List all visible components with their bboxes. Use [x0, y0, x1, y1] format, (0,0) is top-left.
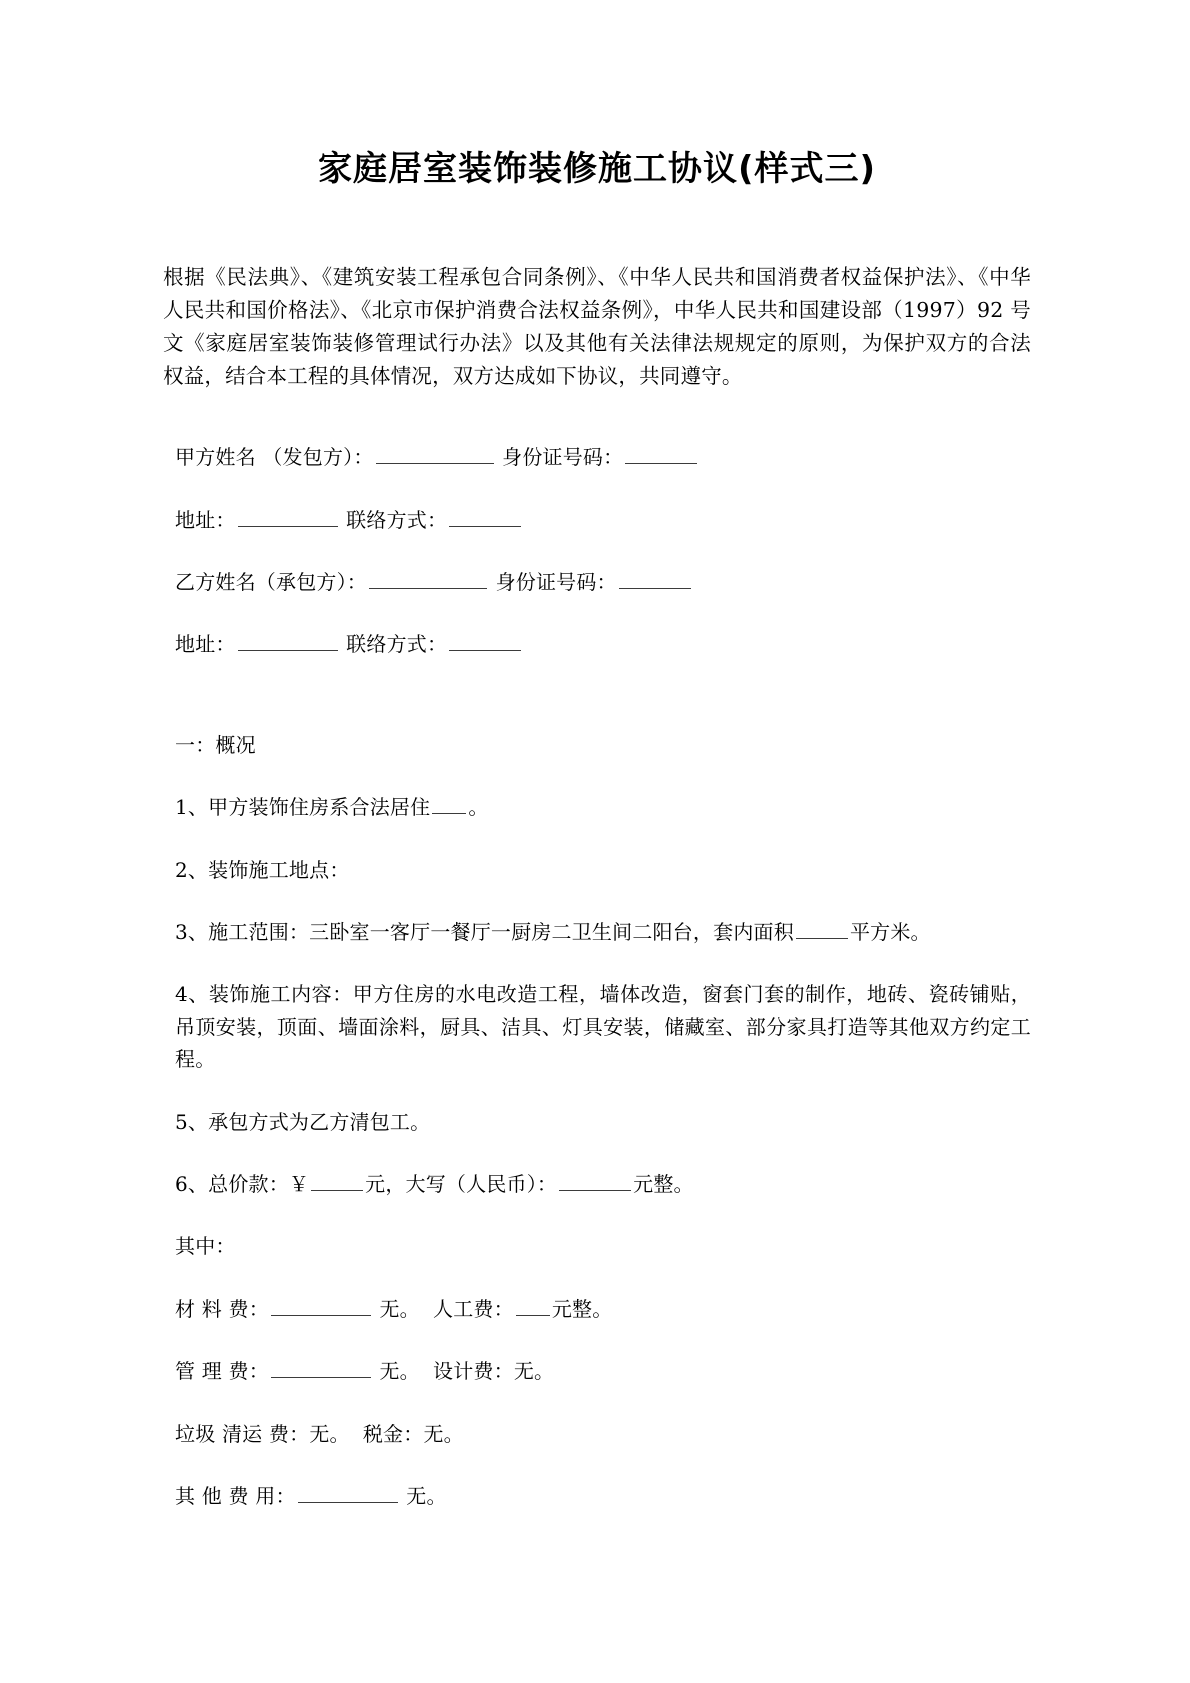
preamble-paragraph: 根据《民法典》、《建筑安装工程承包合同条例》、《中华人民共和国消费者权益保护法》、《中华人民共和国价格法》、《北京市保护消费合法权益条例》，中华人民共和国建设部（1997）92 号文《家庭居室装饰装修管理试行办法》以及其他有关法律法规规定的原则，为保护双方的合法权益，结合本工程的具体情况，双方达成如下协议，共同遵守。	[163, 264, 1031, 389]
cost-material-line	[163, 1293, 1031, 1355]
cost-tax-label: 税金：无。	[362, 1421, 464, 1446]
overview-item-1	[163, 791, 1031, 853]
cost-garbage-label: 垃圾 清运 费：无。	[175, 1421, 350, 1446]
page-title: 家庭居室装饰装修施工协议(样式三)	[317, 149, 877, 189]
party-a-name-label: 甲方姓名 （发包方）：	[175, 445, 374, 470]
cost-management-blank[interactable]	[271, 1357, 371, 1378]
total-price-label: 6、总价款：￥	[175, 1172, 310, 1196]
cost-garbage-tax-line	[163, 1418, 1031, 1480]
overview-item-3-text: 3、施工范围：三卧室一客厅一餐厅一厨房二卫生间二阳台，套内面积	[175, 920, 794, 945]
overview-item-3-suffix: 平方米。	[849, 920, 931, 945]
section-one-overview	[163, 729, 1031, 1542]
party-b-address-label: 地址：	[175, 632, 236, 657]
party-information-block	[163, 393, 1031, 691]
party-a-contact-label: 联络方式：	[346, 507, 448, 532]
party-a-name-line	[163, 441, 1031, 503]
cost-management-value: 无。	[379, 1359, 420, 1384]
party-b-id-blank[interactable]	[619, 568, 691, 589]
party-a-id-blank[interactable]	[625, 443, 697, 464]
cost-material-value: 无。	[379, 1296, 420, 1321]
party-b-name-line	[163, 566, 1031, 628]
cost-labor-unit: 元整。	[551, 1296, 613, 1321]
party-a-address-blank[interactable]	[238, 506, 338, 527]
party-a-id-label: 身份证号码：	[502, 445, 624, 470]
document-content	[163, 0, 1031, 1542]
party-b-name-label: 乙方姓名（承包方）：	[175, 570, 367, 595]
party-b-id-label: 身份证号码：	[495, 570, 617, 595]
cost-labor-label: 人工费：	[433, 1296, 514, 1321]
cost-other-line	[163, 1480, 1031, 1542]
cost-management-line	[163, 1355, 1031, 1417]
cost-other-value: 无。	[406, 1483, 447, 1508]
total-price-middle-label: 元，大写（人民币）：	[365, 1172, 558, 1196]
overview-item-2: 2、装饰施工地点：	[175, 857, 350, 882]
party-a-address-line	[163, 504, 1031, 566]
cost-management-label: 管 理 费：	[175, 1359, 269, 1384]
total-price-numeric-blank[interactable]	[311, 1170, 363, 1191]
party-a-contact-blank[interactable]	[449, 506, 521, 527]
total-price-suffix: 元整。	[633, 1172, 694, 1196]
cost-material-blank[interactable]	[271, 1295, 371, 1316]
overview-item-6	[163, 1168, 1031, 1230]
overview-item-1-suffix: 。	[468, 795, 489, 820]
party-b-address-blank[interactable]	[238, 630, 338, 651]
party-a-name-blank[interactable]	[376, 443, 494, 464]
overview-item-3-blank[interactable]	[796, 918, 848, 939]
party-b-contact-label: 联络方式：	[346, 632, 448, 657]
party-b-contact-blank[interactable]	[449, 630, 521, 651]
section-spacer	[163, 691, 1031, 729]
cost-other-label: 其 他 费 用：	[175, 1483, 296, 1508]
cost-breakdown-heading: 其中：	[175, 1234, 236, 1259]
overview-item-5: 5、承包方式为乙方清包工。	[175, 1109, 431, 1134]
cost-labor-blank[interactable]	[516, 1295, 550, 1316]
party-b-address-line	[163, 628, 1031, 690]
cost-design-label: 设计费：无。	[433, 1359, 555, 1384]
overview-item-3	[163, 916, 1031, 978]
overview-item-4: 4、装饰施工内容：甲方住房的水电改造工程，墙体改造，窗套门套的制作，地砖、瓷砖铺贴，吊顶安装，顶面、墙面涂料，厨具、洁具、灯具安装，储藏室、部分家具打造等其他双方约定工程。	[175, 982, 1031, 1072]
overview-item-1-blank[interactable]	[432, 793, 466, 814]
party-b-name-blank[interactable]	[369, 568, 487, 589]
cost-other-blank[interactable]	[298, 1482, 398, 1503]
section-one-heading: 一：概况	[175, 732, 256, 757]
party-a-address-label: 地址：	[175, 507, 236, 532]
cost-material-label: 材 料 费：	[175, 1296, 269, 1321]
total-price-words-blank[interactable]	[559, 1170, 631, 1191]
overview-item-1-text: 1、甲方装饰住房系合法居住	[175, 795, 431, 820]
